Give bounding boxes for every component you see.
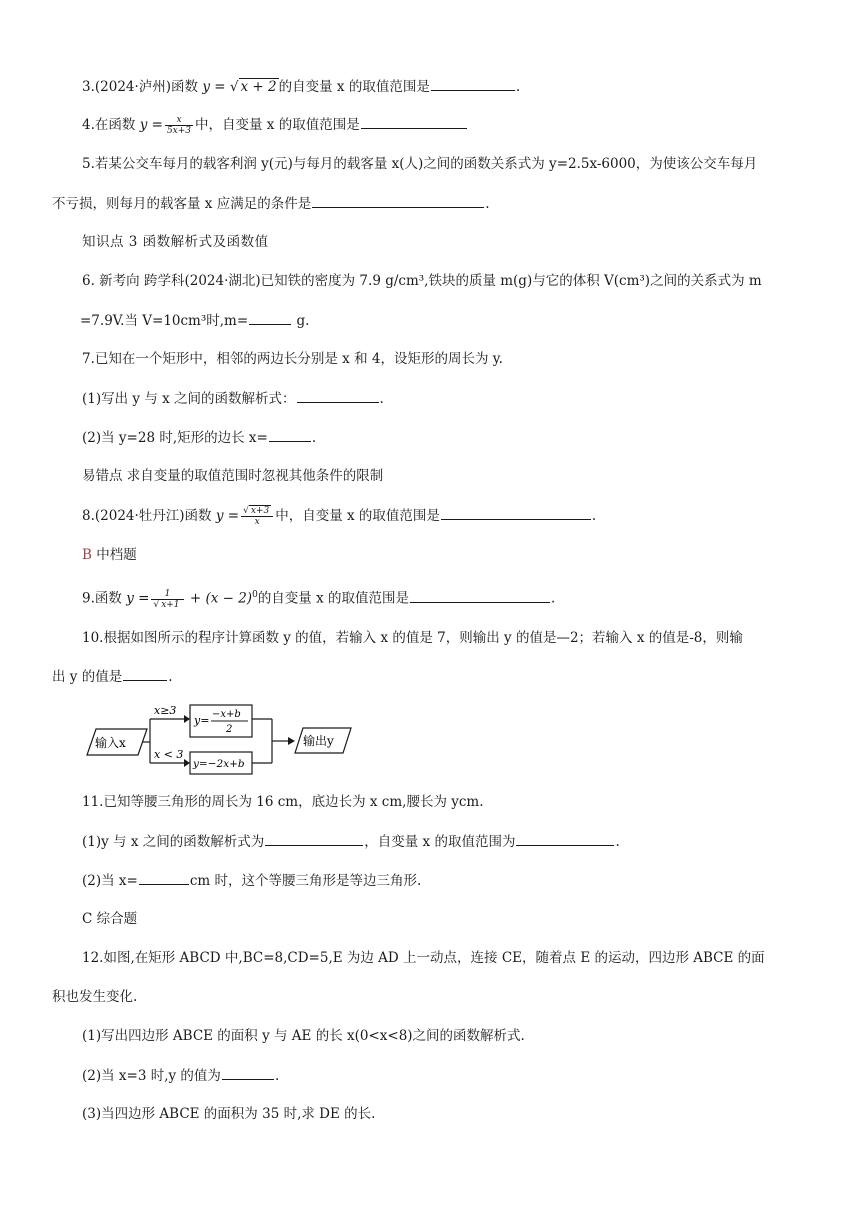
q9-fraction: $\frac{1}{√ x+1}$ <box>151 589 183 610</box>
question-11-part1 <box>82 831 620 852</box>
q11-part2-text-b: cm 时，这个等腰三角形是等边三角形. <box>189 873 422 889</box>
arrow-icon <box>184 715 190 723</box>
q8-eq: = <box>227 508 240 524</box>
formula-top-denominator: 2 <box>226 724 233 735</box>
q8-end: . <box>591 508 597 524</box>
question-5-line2 <box>52 193 490 214</box>
question-12-part1: (1)写出四边形 ABCE 的面积 y 与 AE 的长 x(0<x<8)之间的函数解析式. <box>82 1028 525 1044</box>
q3-end: . <box>515 79 521 95</box>
formula-top-lhs: y= <box>194 714 210 727</box>
question-10-line1: 10.根据如图所示的程序计算函数 y 的值，若输入 x 的值是 7，则输出 y 的值是—2；若输入 x 的值是-8，则输 <box>82 630 743 646</box>
q7-part1-text: (1)写出 y 与 x 之间的函数解析式： <box>82 391 296 407</box>
q12-part2-end: . <box>274 1068 280 1084</box>
q4-denominator: 5x+3 <box>166 126 192 136</box>
section-c-heading <box>82 909 137 929</box>
answer-blank[interactable] <box>269 427 311 442</box>
answer-blank[interactable] <box>139 870 189 885</box>
section-c-letter: C <box>82 911 93 927</box>
q8-prefix: 8.(2024·牡丹江)函数 <box>82 508 212 524</box>
answer-blank[interactable] <box>361 114 467 129</box>
answer-blank[interactable] <box>441 505 591 520</box>
q3-eq: = <box>214 79 226 95</box>
input-label: 输入x <box>95 736 126 750</box>
q10-line2-text: 出 y 的值是 <box>52 669 123 685</box>
q9-suffix: 的自变量 x 的取值范围是 <box>257 590 410 607</box>
q3-suffix: 的自变量 x 的取值范围是 <box>278 79 430 95</box>
q3-radicand: x + 2 <box>240 79 277 95</box>
q6-line2-text: =7.9V.当 V=10cm³时,m= <box>80 313 249 329</box>
condition-bottom: x < 3 <box>154 748 184 761</box>
question-12-part2 <box>82 1065 279 1086</box>
arrow-icon <box>184 759 190 767</box>
question-12-line1: 12.如图,在矩形 ABCD 中,BC=8,CD=5,E 为边 AD 上一动点，连接 CE，随着点 E 的运动，四边形 ABCE 的面 <box>82 950 765 966</box>
q6-unit: g. <box>296 313 310 329</box>
answer-blank[interactable] <box>249 310 291 325</box>
q7-part1-end: . <box>379 391 384 407</box>
q11-part2-text-a: (2)当 x= <box>82 873 138 889</box>
q11-part1-end: . <box>615 834 620 850</box>
question-6-line2 <box>80 310 309 331</box>
q11-part1-text-b: ，自变量 x 的取值范围为 <box>364 834 516 850</box>
question-12-part3: (3)当四边形 ABCE 的面积为 35 时,求 DE 的长. <box>82 1106 376 1122</box>
q8-suffix: 中，自变量 x 的取值范围是 <box>275 508 440 524</box>
answer-blank[interactable] <box>410 588 550 603</box>
question-8 <box>82 505 596 527</box>
q4-fraction <box>165 115 193 136</box>
section-b-title: 中档题 <box>96 547 137 563</box>
q3-prefix: 3.(2024·泸州)函数 <box>82 79 199 95</box>
q11-part1-text-a: (1)y 与 x 之间的函数解析式为 <box>82 834 265 850</box>
answer-blank[interactable] <box>297 388 379 403</box>
question-4 <box>82 114 468 136</box>
answer-blank[interactable] <box>265 831 363 846</box>
section-c-title: 综合题 <box>96 911 138 927</box>
q3-y: y <box>202 79 210 95</box>
q9-plus: + <box>189 590 202 607</box>
condition-top: x≥3 <box>154 704 177 717</box>
q4-numerator: x <box>165 115 193 126</box>
answer-blank[interactable] <box>123 666 167 681</box>
q12-part2-text: (2)当 x=3 时,y 的值为 <box>82 1068 221 1084</box>
q8-fraction: $\frac{√ x+3}{x}$ <box>241 506 273 527</box>
question-11-part2 <box>82 870 421 891</box>
formula-bottom: y=−2x+b <box>193 758 245 770</box>
q9-paren: (x − 2) <box>205 590 253 607</box>
q9-denominator-radicand: x+1 <box>161 599 180 610</box>
knowledge-point-3-heading: 知识点 3 函数解析式及函数值 <box>82 234 269 250</box>
pitfall-heading: 易错点 求自变量的取值范围时忽视其他条件的限制 <box>82 468 384 484</box>
q10-end: . <box>168 669 173 685</box>
q9-y: y <box>126 590 134 607</box>
question-7-stem: 7.已知在一个矩形中，相邻的两边长分别是 x 和 4，设矩形的周长为 y. <box>82 351 503 367</box>
answer-blank[interactable] <box>312 193 484 208</box>
answer-blank[interactable] <box>431 76 515 91</box>
question-6-line1: 6. 新考向 跨学科(2024·湖北)已知铁的密度为 7.9 g/cm³,铁块的质量 m(g)与它的体积 V(cm³)之间的关系式为 m <box>82 273 762 289</box>
q4-eq: = <box>151 117 163 133</box>
question-7-part1 <box>82 388 384 409</box>
formula-top-numerator: −x+b <box>212 709 241 720</box>
question-3: 3.(2024·泸州)函数 y = √ x + 2 的自变量 x 的取值范围是 . <box>82 76 520 97</box>
q9-prefix: 9.函数 <box>82 590 122 607</box>
q9-eq: = <box>138 590 150 607</box>
q8-y: y <box>215 508 224 524</box>
arrow-icon <box>288 737 295 745</box>
question-10-line2 <box>52 666 173 687</box>
question-7-part2 <box>82 427 316 448</box>
question-11-stem: 11.已知等腰三角形的周长为 16 cm，底边长为 x cm,腰长为 ycm. <box>82 794 484 810</box>
q9-exponent: 0 <box>252 590 258 600</box>
question-5-line1: 5.若某公交车每月的载客利润 y(元)与每月的载客量 x(人)之间的函数关系式为 y=2.5x-6000，为使该公交车每月 <box>82 156 758 172</box>
section-b-letter: B <box>82 547 92 563</box>
output-label: 输出y <box>303 734 334 748</box>
q5-line2-text: 不亏损，则每月的载客量 x 应满足的条件是 <box>52 196 312 212</box>
q7-part2-text: (2)当 y=28 时,矩形的边长 x= <box>82 430 268 446</box>
q4-prefix: 4.在函数 <box>82 117 136 133</box>
q7-part2-end: . <box>311 430 317 446</box>
q8-denominator: x <box>254 517 260 527</box>
answer-blank[interactable] <box>222 1065 274 1080</box>
program-flowchart <box>84 700 364 780</box>
question-12-line2: 积也发生变化. <box>52 989 138 1005</box>
answer-blank[interactable] <box>516 831 614 846</box>
question-9 <box>82 585 555 610</box>
q5-end: . <box>485 196 490 212</box>
section-b-heading <box>82 545 137 565</box>
q9-end: . <box>551 590 556 607</box>
q9-numerator: 1 <box>151 589 183 600</box>
q4-y: y <box>139 117 148 133</box>
q8-numerator-radicand: x+3 <box>250 506 270 516</box>
q4-suffix: 中，自变量 x 的取值范围是 <box>195 117 360 133</box>
